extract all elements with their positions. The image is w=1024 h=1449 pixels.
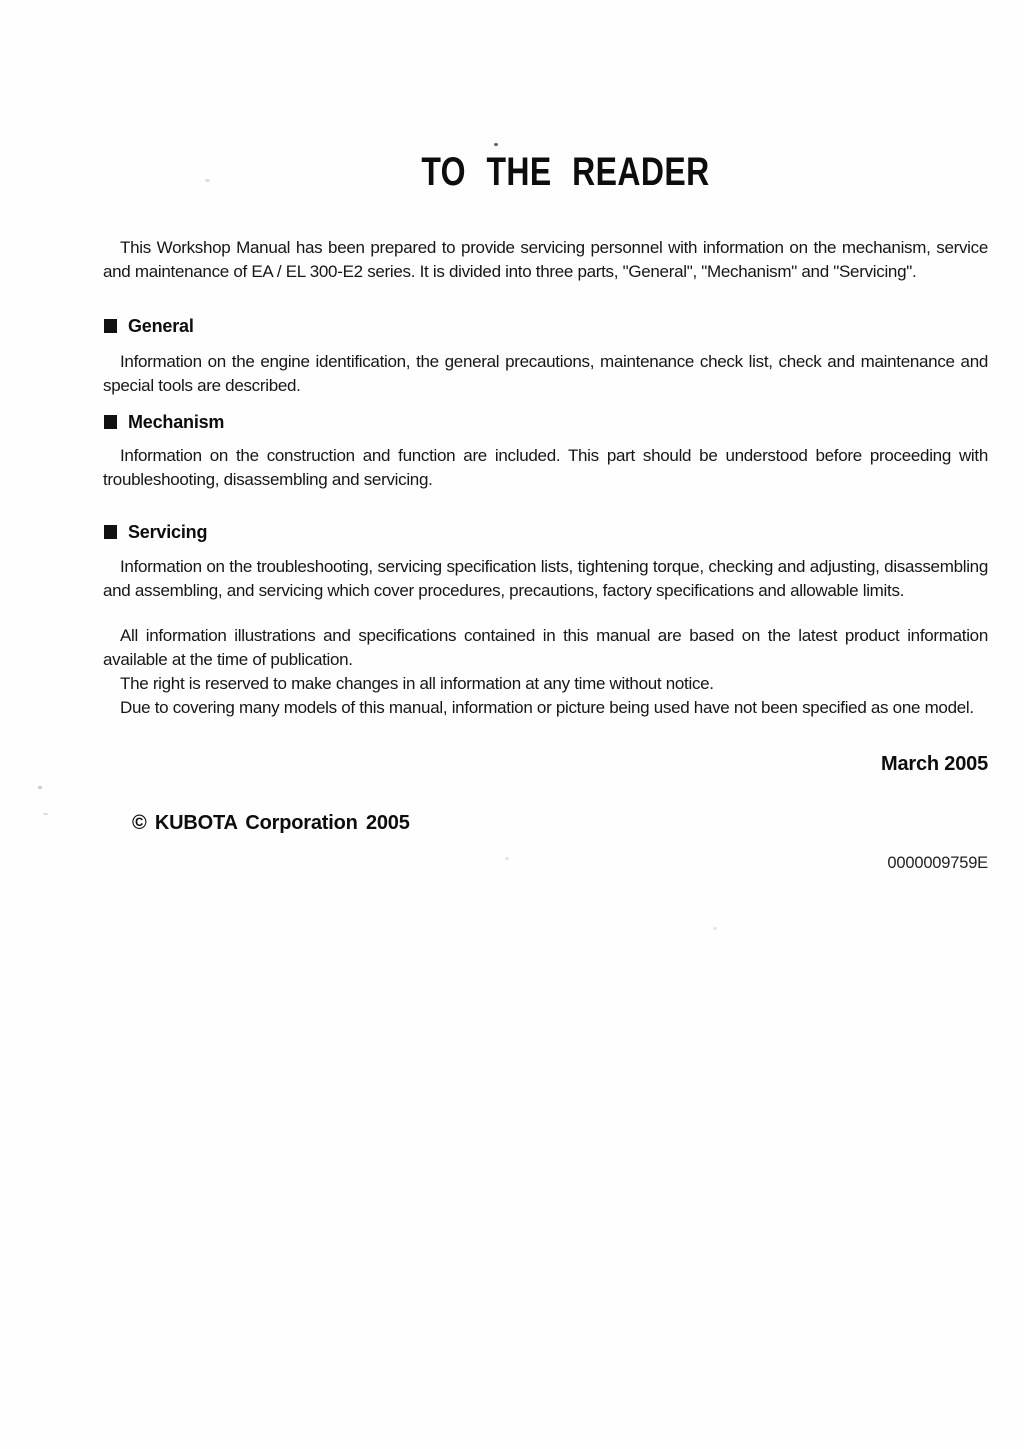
section-servicing-heading — [103, 520, 988, 544]
page-title: TO THE READER — [421, 150, 710, 194]
section-heading-label: General — [128, 315, 194, 336]
document-number: 0000009759E — [887, 854, 988, 872]
scan-speck — [38, 786, 42, 789]
note-paragraph: Due to covering many models of this manual, information or picture being used have not been specified as one model. — [120, 698, 974, 717]
section-general-heading — [103, 314, 988, 338]
section-servicing — [103, 520, 988, 603]
intro-paragraph: This Workshop Manual has been prepared to provide servicing personnel with information on the mechanism, service and maintenance of EA / EL 300-E2 series. It is divided into three parts, "General", "Mechanism" and "Servicing". — [103, 238, 988, 281]
notes-block — [103, 624, 988, 720]
square-bullet-icon — [104, 525, 117, 539]
section-servicing-body: Information on the troubleshooting, servicing specification lists, tightening torque, checking and adjusting, disassembling and assembling, and servicing which cover procedures, precautions, factory specifications and allowable limits. — [103, 557, 988, 600]
section-heading-label: Mechanism — [128, 411, 225, 432]
publication-date: March 2005 — [881, 753, 988, 775]
text-column — [103, 0, 988, 874]
scan-speck — [43, 813, 48, 815]
section-mechanism — [103, 410, 988, 492]
note-paragraph: All information illustrations and specifications contained in this manual are based on the latest product information available at the time of publication. — [103, 626, 988, 669]
square-bullet-icon — [104, 415, 117, 429]
scan-speck — [713, 927, 717, 930]
note-paragraph: The right is reserved to make changes in all information at any time without notice. — [120, 674, 714, 693]
section-mechanism-body: Information on the construction and function are included. This part should be understood before proceeding with troubleshooting, disassembling and servicing. — [103, 446, 988, 489]
copyright-line: © KUBOTA Corporation 2005 — [132, 812, 410, 834]
square-bullet-icon — [104, 319, 117, 333]
section-mechanism-heading — [103, 410, 988, 434]
section-general-body: Information on the engine identification, the general precautions, maintenance check list, check and maintenance and special tools are described. — [103, 352, 988, 395]
section-general — [103, 314, 988, 398]
section-heading-label: Servicing — [128, 521, 208, 542]
